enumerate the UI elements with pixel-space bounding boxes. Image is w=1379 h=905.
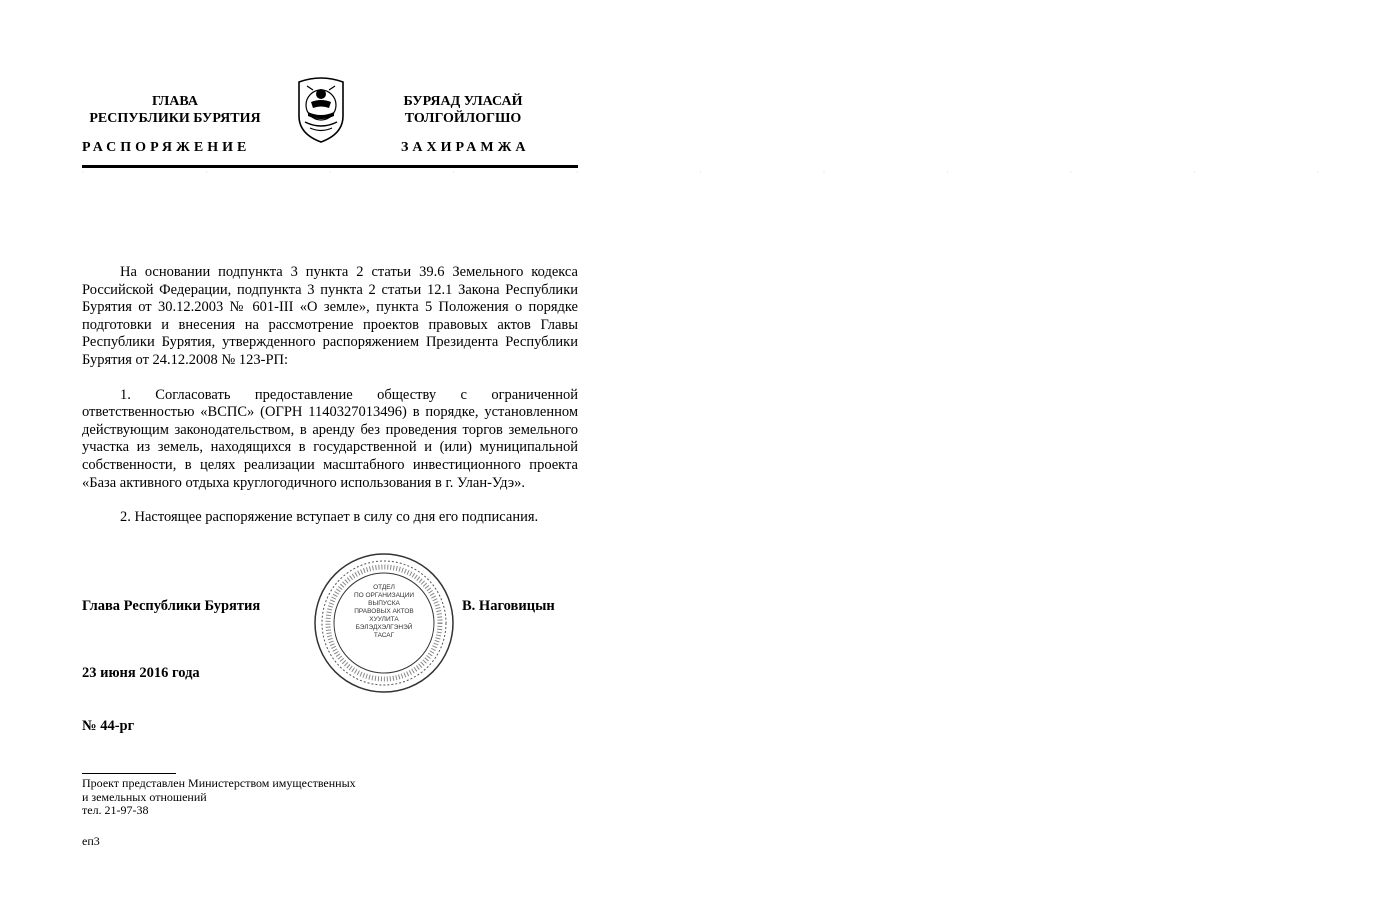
header-right	[348, 93, 578, 127]
footer-rule	[82, 773, 176, 774]
seal-center-text: ОТДЕЛ ПО ОРГАНИЗАЦИИ ВЫПУСКА ПРАВОВЫХ АКТОВ ХУУЛИТА БЭЛЭДХЭЛГЭНЭЙ ТАСАГ	[353, 584, 415, 639]
header-right-line2: ТОЛГОЙЛОГШО	[404, 111, 522, 126]
emblem-icon	[293, 72, 349, 144]
item-2-paragraph: 2. Настоящее распоряжение вступает в силу со дня его подписания.	[120, 509, 539, 526]
footer-line3: тел. 21-97-38	[82, 803, 149, 817]
document-date: 23 июня 2016 года	[82, 665, 200, 681]
footer-line1: Проект представлен Министерством имущественных	[82, 776, 356, 790]
document-number: № 44-рг	[82, 718, 135, 734]
seal-stamp-icon	[313, 552, 455, 694]
header-rule	[82, 165, 578, 168]
header-left	[60, 93, 290, 127]
header-dots: · · · · · · · · · · ·	[82, 170, 1379, 176]
footer-code: еп3	[82, 834, 100, 848]
footer-line2: и земельных отношений	[82, 789, 207, 804]
signature-name: В. Наговицын	[462, 598, 555, 614]
document-body	[82, 264, 578, 527]
doc-title-ru: РАСПОРЯЖЕНИЕ	[82, 140, 251, 155]
signature-position: Глава Республики Бурятия	[82, 598, 261, 614]
footer-note	[82, 777, 482, 818]
header-left-line1: ГЛАВА	[152, 94, 198, 109]
doc-title-bua: ЗАХИРАМЖА	[401, 140, 530, 155]
item-1-paragraph: 1. Согласовать предоставление обществу с ограниченной ответственностью «ВСПС» (ОГРН 1140327013496) в порядке, установленном действующим законодательством, в аренду без проведения торгов земельного участка из земель, находящихся в государственной и (или) муниципальной собственности, в целях реализации масштабного инвестиционного проекта «База активного отдыха круглогодичного использования в г. Улан-Удэ».	[82, 386, 578, 491]
header-right-line1: БУРЯАД УЛАСАЙ	[403, 94, 523, 109]
preamble-paragraph: На основании подпункта 3 пункта 2 статьи 39.6 Земельного кодекса Российской Федерации, подпункта 3 пункта 2 статьи 12.1 Закона Республики Бурятия от 30.12.2003 № 601-III «О земле», пункта 5 Положения о порядке подготовки и внесения на рассмотрение проектов правовых актов Главы Республики Бурятия, утвержденного распоряжением Президента Республики Бурятия от 24.12.2008 № 123-РП:	[82, 264, 578, 368]
header-left-line2: РЕСПУБЛИКИ БУРЯТИЯ	[89, 111, 261, 126]
